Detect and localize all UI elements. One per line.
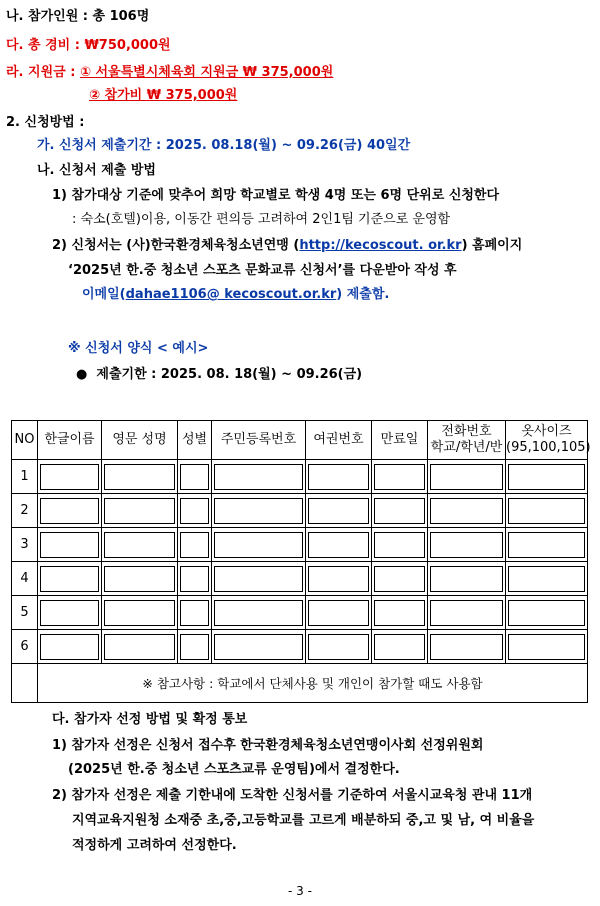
cell-box: [180, 464, 209, 490]
form-cell[interactable]: [428, 528, 506, 562]
cell-box: [430, 532, 503, 558]
application-period: 가. 신청서 제출기간 : 2025. 08.18(월) ~ 09.26(금) 40일간: [37, 138, 411, 153]
subsidy-item-1: ① 서울특별시체육회 지원금 ₩ 375,000원: [79, 65, 334, 80]
form-cell[interactable]: [306, 528, 372, 562]
form-cell[interactable]: [102, 494, 178, 528]
row-number: 2: [12, 494, 38, 528]
method-2-pre: 2) 신청서는 (사)한국환경체육청소년연맹 (: [52, 238, 300, 253]
cell-box: [374, 498, 425, 524]
method-2-line-2: ‘2025년 한.중 청소년 스포츠 문화교류 신청서’를 다운받아 작성 후: [68, 263, 457, 278]
cell-box: [308, 532, 369, 558]
cell-box: [104, 498, 175, 524]
cell-box: [40, 600, 99, 626]
cell-box: [374, 464, 425, 490]
subsidy-line: [6, 64, 333, 82]
form-cell[interactable]: [178, 460, 212, 494]
cell-box: [180, 634, 209, 660]
form-cell[interactable]: [212, 528, 306, 562]
email-link[interactable]: dahae1106@ kecoscout.or.kr: [125, 287, 337, 302]
cell-box: [508, 600, 585, 626]
form-cell[interactable]: [102, 460, 178, 494]
form-cell[interactable]: [372, 528, 428, 562]
cell-box: [214, 464, 303, 490]
page-number: - 3 -: [288, 884, 312, 898]
submission-method-title: 나. 신청서 제출 방법: [37, 163, 156, 178]
form-cell[interactable]: [372, 494, 428, 528]
cell-box: [214, 498, 303, 524]
cell-box: [104, 634, 175, 660]
deadline-text: 제출기한 : 2025. 08. 18(월) ~ 09.26(금): [96, 367, 363, 382]
cell-box: [214, 634, 303, 660]
form-cell[interactable]: [306, 494, 372, 528]
table-row: [12, 630, 588, 664]
cell-box: [214, 600, 303, 626]
form-cell[interactable]: [212, 494, 306, 528]
form-cell[interactable]: [102, 630, 178, 664]
section-2-title: 2. 신청방법 :: [6, 115, 85, 130]
cell-box: [40, 532, 99, 558]
form-cell[interactable]: [38, 528, 102, 562]
participants-line: 나. 참가인원 : 총 106명: [6, 9, 150, 24]
method-2-line-3: [82, 286, 389, 304]
cell-box: [104, 600, 175, 626]
cell-box: [180, 600, 209, 626]
header-passport-number: 여권번호: [306, 421, 372, 460]
cell-box: [508, 498, 585, 524]
cell-box: [430, 464, 503, 490]
cell-box: [308, 566, 369, 592]
cell-box: [430, 600, 503, 626]
row-number: 6: [12, 630, 38, 664]
selection-1-line-2: (2025년 한.중 청소년 스포츠교류 운영팀)에서 결정한다.: [68, 762, 400, 777]
form-cell[interactable]: [506, 494, 588, 528]
header-clothing-size: 옷사이즈 (95,100,105): [506, 421, 588, 460]
form-cell[interactable]: [372, 562, 428, 596]
form-cell[interactable]: [428, 562, 506, 596]
form-cell[interactable]: [372, 596, 428, 630]
cell-box: [508, 634, 585, 660]
header-korean-name: 한글이름: [38, 421, 102, 460]
table-row: [12, 562, 588, 596]
method-1-line-2: : 숙소(호텔)이용, 이동간 편의등 고려하여 2인1팀 기준으로 운영함: [72, 212, 451, 227]
cell-box: [374, 566, 425, 592]
reference-note: ※ 참고사항 : 학교에서 단체사용 및 개인이 참가할 때도 사용함: [38, 664, 588, 703]
form-cell[interactable]: [506, 562, 588, 596]
cell-box: [508, 532, 585, 558]
cell-box: [308, 600, 369, 626]
cell-box: [104, 532, 175, 558]
form-cell[interactable]: [38, 630, 102, 664]
method-1-line-1: 1) 참가대상 기준에 맞추어 희망 학교별로 학생 4명 또는 6명 단위로 신청한다: [52, 188, 500, 203]
form-cell[interactable]: [102, 562, 178, 596]
form-cell[interactable]: [428, 460, 506, 494]
cell-box: [308, 634, 369, 660]
selection-2-line-1: 2) 참가자 선정은 제출 기한내에 도착한 신청서를 기준하여 서울시교육청 관내 11개: [52, 788, 533, 803]
form-cell[interactable]: [306, 562, 372, 596]
form-example-title: ※ 신청서 양식 < 예시>: [68, 341, 209, 356]
website-link[interactable]: http://kecoscout. or.kr: [299, 238, 462, 253]
cell-box: [40, 464, 99, 490]
table-row: [12, 494, 588, 528]
cell-box: [104, 566, 175, 592]
cell-box: [214, 532, 303, 558]
header-english-name: 영문 성명: [102, 421, 178, 460]
row-number: 4: [12, 562, 38, 596]
cell-box: [40, 566, 99, 592]
cell-box: [374, 532, 425, 558]
selection-2-line-2: 지역교육지원청 소재중 초,중,고등학교를 고르게 배분하되 중,고 및 남, 여 비율을: [72, 813, 535, 828]
form-cell[interactable]: [372, 630, 428, 664]
form-cell[interactable]: [178, 596, 212, 630]
cell-box: [508, 464, 585, 490]
cell-box: [40, 498, 99, 524]
form-cell[interactable]: [38, 494, 102, 528]
cell-box: [430, 634, 503, 660]
cell-box: [214, 566, 303, 592]
subsidy-item-2: ② 참가비 ₩ 375,000원: [89, 88, 238, 103]
form-cell[interactable]: [212, 562, 306, 596]
table-row: [12, 528, 588, 562]
table-header-row: [12, 421, 588, 460]
table-row: [12, 596, 588, 630]
form-cell[interactable]: [506, 528, 588, 562]
cell-box: [308, 464, 369, 490]
form-cell[interactable]: [306, 630, 372, 664]
form-cell[interactable]: [506, 596, 588, 630]
form-cell[interactable]: [506, 460, 588, 494]
deadline-line: [76, 366, 362, 384]
form-cell[interactable]: [38, 562, 102, 596]
row-number: 5: [12, 596, 38, 630]
cell-box: [180, 532, 209, 558]
form-cell[interactable]: [506, 630, 588, 664]
cell-box: [508, 566, 585, 592]
bullet-icon: ●: [76, 367, 88, 382]
note-row: [12, 664, 588, 703]
header-resident-number: 주민등록번호: [212, 421, 306, 460]
email-prefix: 이메일(: [82, 287, 126, 302]
form-cell[interactable]: [102, 528, 178, 562]
cell-box: [180, 498, 209, 524]
form-cell[interactable]: [38, 460, 102, 494]
cell-box: [430, 566, 503, 592]
cell-box: [374, 634, 425, 660]
form-cell[interactable]: [212, 460, 306, 494]
form-cell[interactable]: [178, 630, 212, 664]
application-form-table: [11, 420, 591, 703]
form-cell[interactable]: [178, 528, 212, 562]
cell-box: [104, 464, 175, 490]
email-suffix: ) 제출함.: [336, 287, 390, 302]
form-cell[interactable]: [212, 596, 306, 630]
header-no: NO: [12, 421, 38, 460]
form-cell[interactable]: [428, 596, 506, 630]
selection-title: 다. 참가자 선정 방법 및 확정 통보: [52, 712, 248, 727]
header-phone-school: 전화번호 학교/학년/반: [428, 421, 506, 460]
selection-1-line-1: 1) 참가자 선정은 신청서 접수후 한국환경체육청소년연맹이사회 선정위원회: [52, 738, 484, 753]
form-cell[interactable]: [428, 630, 506, 664]
header-gender: 성별: [178, 421, 212, 460]
cell-box: [308, 498, 369, 524]
cell-box: [374, 600, 425, 626]
method-2-post: ) 홈페이지: [461, 238, 523, 253]
form-cell[interactable]: [306, 460, 372, 494]
selection-2-line-3: 적정하게 고려하여 선정한다.: [72, 838, 237, 853]
form-cell[interactable]: [306, 596, 372, 630]
table-row: [12, 460, 588, 494]
cell-box: [180, 566, 209, 592]
subsidy-prefix: 라. 지원금 :: [6, 65, 80, 80]
row-number: 3: [12, 528, 38, 562]
total-cost-line: 다. 총 경비 : ₩750,000원: [6, 38, 171, 53]
form-cell[interactable]: [102, 596, 178, 630]
form-cell[interactable]: [372, 460, 428, 494]
cell-box: [40, 634, 99, 660]
method-2-line-1: [52, 237, 522, 255]
form-cell[interactable]: [212, 630, 306, 664]
form-cell[interactable]: [428, 494, 506, 528]
form-cell[interactable]: [38, 596, 102, 630]
cell-box: [430, 498, 503, 524]
form-cell[interactable]: [178, 494, 212, 528]
note-empty-cell: [12, 664, 38, 703]
header-expiry: 만료일: [372, 421, 428, 460]
form-cell[interactable]: [178, 562, 212, 596]
row-number: 1: [12, 460, 38, 494]
